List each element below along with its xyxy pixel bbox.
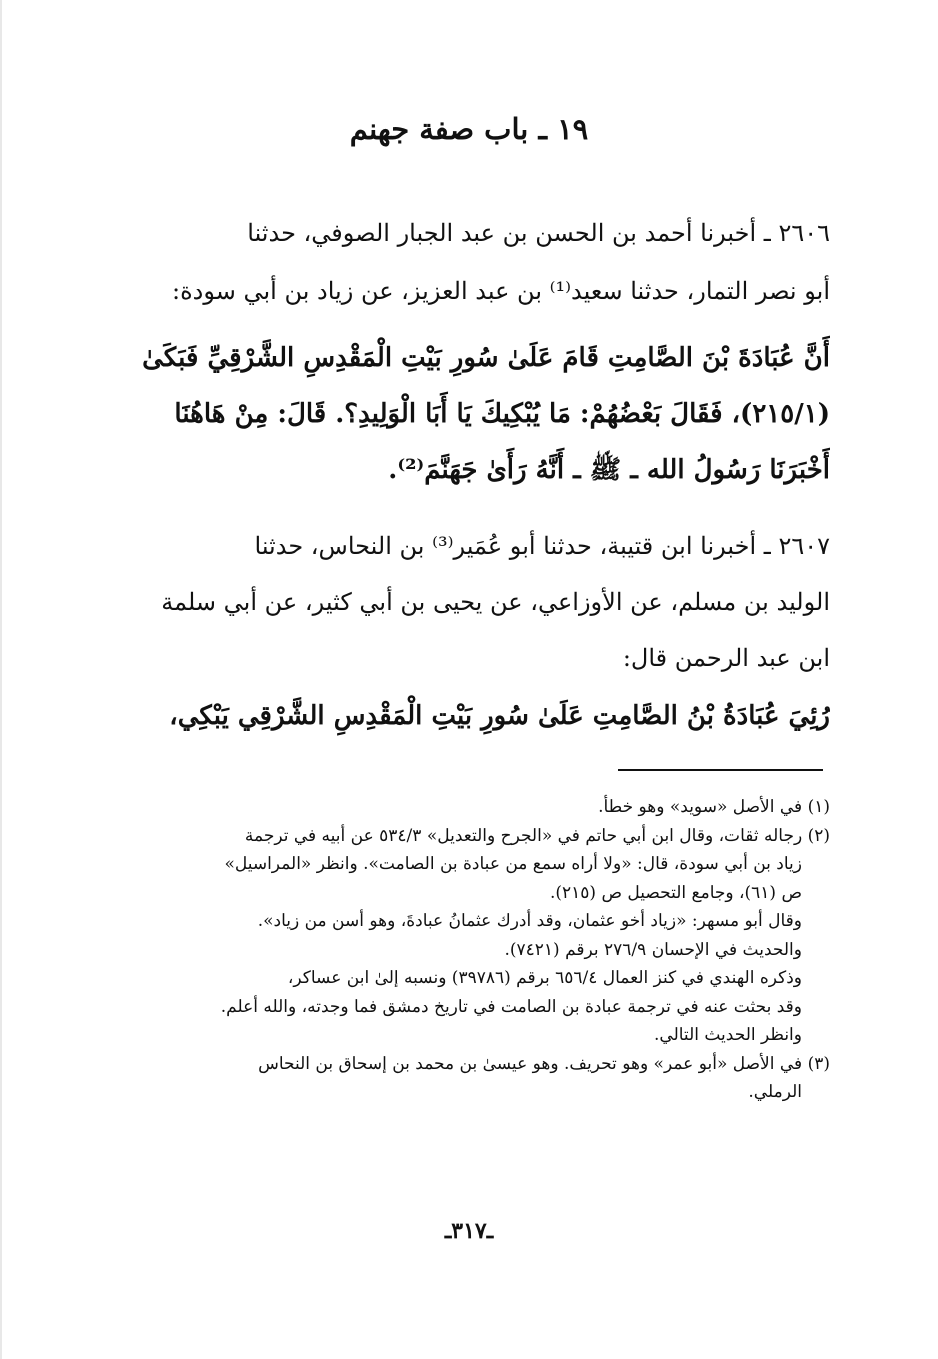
isnad-line: الوليد بن مسلم، عن الأوزاعي، عن يحيى بن أبي كثير، عن أبي سلمة xyxy=(161,588,830,616)
footnote-2 xyxy=(106,822,830,1050)
isnad-line: ابن عبد الرحمن قال: xyxy=(622,644,830,672)
footnote-line: الرملي. xyxy=(748,1082,802,1102)
footnote-line: ص (٦١)، وجامع التحصيل ص (٢١٥). xyxy=(549,882,802,903)
footnote-line: زياد بن أبي سودة، قال: «ولا أراه سمع من عبادة بن الصامت». وانظر «المراسيل» xyxy=(224,854,802,874)
hadith-2606-matn xyxy=(108,330,830,498)
isnad-line: ٢٦٠٧ ـ أخبرنا ابن قتيبة، حدثنا أبو عُمَير⁽³⁾ بن النحاس، حدثنا xyxy=(254,532,830,560)
footnote-line: (٣) في الأصل «أبو عمر» وهو تحريف. وهو عيسىٰ بن محمد بن إسحاق بن النحاس xyxy=(258,1053,830,1074)
footnote-line: والحديث في الإحسان ٢٧٦/٩ برقم (٧٤٢١). xyxy=(504,939,802,960)
footnote-1 xyxy=(106,793,830,822)
footnote-line: (١) في الأصل «سويد» وهو خطأ. xyxy=(598,797,830,817)
footnote-separator xyxy=(618,769,823,771)
isnad-line: ٢٦٠٦ ـ أخبرنا أحمد بن الحسن بن عبد الجبار الصوفي، حدثنا xyxy=(247,219,830,247)
footnote-line: وذكره الهندي في كنز العمال ٦٥٦/٤ برقم (٣٩٧٨٦) ونسبه إلىٰ ابن عساكر، xyxy=(287,968,802,988)
chapter-title: ١٩ ـ باب صفة جهنم xyxy=(349,112,589,146)
footnote-3 xyxy=(106,1050,830,1107)
footnotes xyxy=(106,793,830,1107)
matn-line: (٢١٥/١)، فَقَالَ بَعْضُهُمْ: مَا يُبْكِيكَ يَا أَبَا الْوَلِيدِ؟. قَالَ: مِنْ هَاهُنَا xyxy=(174,399,830,429)
footnote-line: وانظر الحديث التالي. xyxy=(654,1025,802,1045)
hadith-2607-matn xyxy=(108,688,830,744)
matn-line: أَنَّ عُبَادَةَ بْنَ الصَّامِتِ قَامَ عَلَىٰ سُورِ بَيْتِ الْمَقْدِسِ الشَّرْقِيِّ فَبَكَىٰ xyxy=(142,343,830,373)
footnote-line: (٢) رجاله ثقات، وقال ابن أبي حاتم في «الجرح والتعديل» ٥٣٤/٣ عن أبيه في ترجمة xyxy=(244,825,830,846)
matn-line: رُئِيَ عُبَادَةُ بْنُ الصَّامِتِ عَلَىٰ سُورِ بَيْتِ الْمَقْدِسِ الشَّرْقِي يَبْكِي، xyxy=(169,701,830,731)
hadith-2607-isnad xyxy=(108,518,830,686)
hadith-2606-isnad xyxy=(108,204,830,320)
footnote-line: وقد بحثت عنه في ترجمة عبادة بن الصامت في تاريخ دمشق فما وجدته، والله أعلم. xyxy=(220,996,802,1017)
scan-edge xyxy=(0,0,2,1359)
page-number: ـ٣١٧ـ xyxy=(444,1218,494,1244)
matn-line: أَخْبَرَنَا رَسُولُ الله ـ ﷺ ـ أَنَّهُ رَأَىٰ جَهَنَّمَ⁽²⁾. xyxy=(388,455,830,485)
isnad-line: أبو نصر التمار، حدثنا سعيد⁽¹⁾ بن عبد العزيز، عن زياد بن أبي سودة: xyxy=(172,277,830,305)
footnote-line: وقال أبو مسهر: «زياد أخو عثمان، وقد أدرك عثمانُ عبادةَ، وهو أسن من زياد». xyxy=(257,911,802,931)
